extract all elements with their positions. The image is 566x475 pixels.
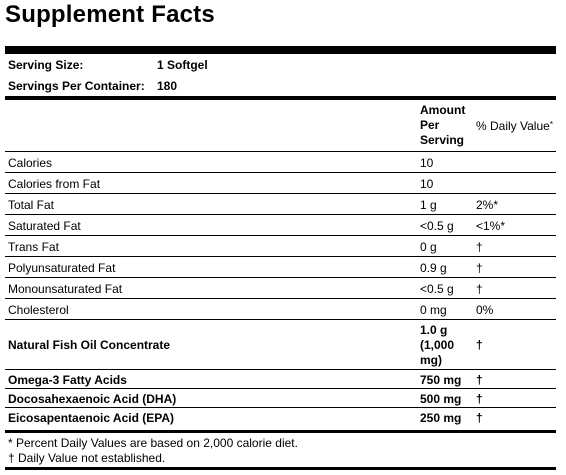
- concentrate-amount-line1: 1.0 g: [420, 323, 448, 337]
- concentrate-dv: †: [476, 338, 483, 352]
- nutrient-name: Monounsaturated Fat: [8, 282, 123, 296]
- row-rule: [5, 319, 556, 320]
- row-rule: [5, 214, 556, 215]
- serving-size-value: 1 Softgel: [157, 58, 208, 72]
- row-rule: [5, 235, 556, 236]
- top-thick-rule: [5, 46, 556, 54]
- bold-nutrient-daily-value: †: [476, 373, 483, 387]
- bold-nutrient-daily-value: †: [476, 411, 483, 425]
- servings-per-container-value: 180: [157, 79, 178, 93]
- panel-title: Supplement Facts: [5, 1, 215, 28]
- bold-nutrient-amount: 250 mg: [420, 411, 462, 425]
- concentrate-amount-line2: (1,000: [420, 338, 455, 352]
- nutrient-daily-value: †: [476, 240, 483, 254]
- bold-nutrient-daily-value: †: [476, 392, 483, 406]
- row-rule: [5, 298, 556, 299]
- nutrient-name: Calories from Fat: [8, 177, 101, 191]
- nutrient-amount: <0.5 g: [420, 282, 454, 296]
- bold-nutrient-name: Omega-3 Fatty Acids: [8, 373, 127, 387]
- bold-nutrient-name: Docosahexaenoic Acid (DHA): [8, 392, 177, 406]
- nutrient-name: Trans Fat: [8, 240, 59, 254]
- bottom-thick-rule: [5, 467, 556, 470]
- nutrient-daily-value: †: [476, 282, 483, 296]
- daily-value-header-label: % Daily Value: [476, 119, 550, 133]
- nutrient-daily-value: <1%*: [476, 219, 506, 233]
- nutrient-name: Saturated Fat: [8, 219, 81, 233]
- footnote-dv-not-established: † Daily Value not established.: [8, 451, 166, 465]
- concentrate-amount-line3: mg): [420, 353, 442, 367]
- serving-size-label: Serving Size:: [8, 58, 84, 72]
- footnote-thick-rule: [5, 430, 556, 433]
- nutrient-daily-value: †: [476, 261, 483, 275]
- bold-nutrient-name: Eicosapentaenoic Acid (EPA): [8, 411, 175, 425]
- nutrient-amount: 0 g: [420, 240, 437, 254]
- daily-value-header-mark: *: [549, 120, 553, 129]
- concentrate-amount: [420, 323, 454, 368]
- row-rule: [5, 193, 556, 194]
- bold-nutrient-amount: 750 mg: [420, 373, 462, 387]
- nutrient-amount: <0.5 g: [420, 219, 454, 233]
- bold-nutrient-amount: 500 mg: [420, 392, 462, 406]
- nutrient-daily-value: 0%: [476, 303, 494, 317]
- servings-per-container-label: Servings Per Container:: [8, 79, 145, 93]
- serving-thick-rule: [5, 96, 556, 100]
- nutrient-name: Polyunsaturated Fat: [8, 261, 116, 275]
- amount-per-serving-header: [420, 103, 465, 148]
- row-rule: [5, 172, 556, 173]
- daily-value-header: [476, 119, 553, 133]
- nutrient-amount: 10: [420, 156, 434, 170]
- concentrate-rule: [5, 369, 556, 370]
- bold-row-rule: [5, 388, 556, 389]
- nutrient-amount: 0.9 g: [420, 261, 447, 275]
- concentrate-name: Natural Fish Oil Concentrate: [8, 338, 171, 352]
- nutrient-name: Calories: [8, 156, 53, 170]
- nutrient-amount: 10: [420, 177, 434, 191]
- bold-row-rule: [5, 407, 556, 408]
- amount-header-line3: Serving: [420, 133, 465, 147]
- amount-header-line2: Per: [420, 118, 440, 132]
- nutrient-daily-value: 2%*: [476, 198, 499, 212]
- nutrient-amount: 1 g: [420, 198, 437, 212]
- nutrient-amount: 0 mg: [420, 303, 447, 317]
- amount-header-line1: Amount: [420, 103, 466, 117]
- nutrient-name: Cholesterol: [8, 303, 69, 317]
- footnote-percent-dv: * Percent Daily Values are based on 2,000 calorie diet.: [8, 436, 298, 450]
- row-rule: [5, 277, 556, 278]
- nutrient-name: Total Fat: [8, 198, 55, 212]
- row-rule: [5, 256, 556, 257]
- header-rule: [5, 151, 556, 152]
